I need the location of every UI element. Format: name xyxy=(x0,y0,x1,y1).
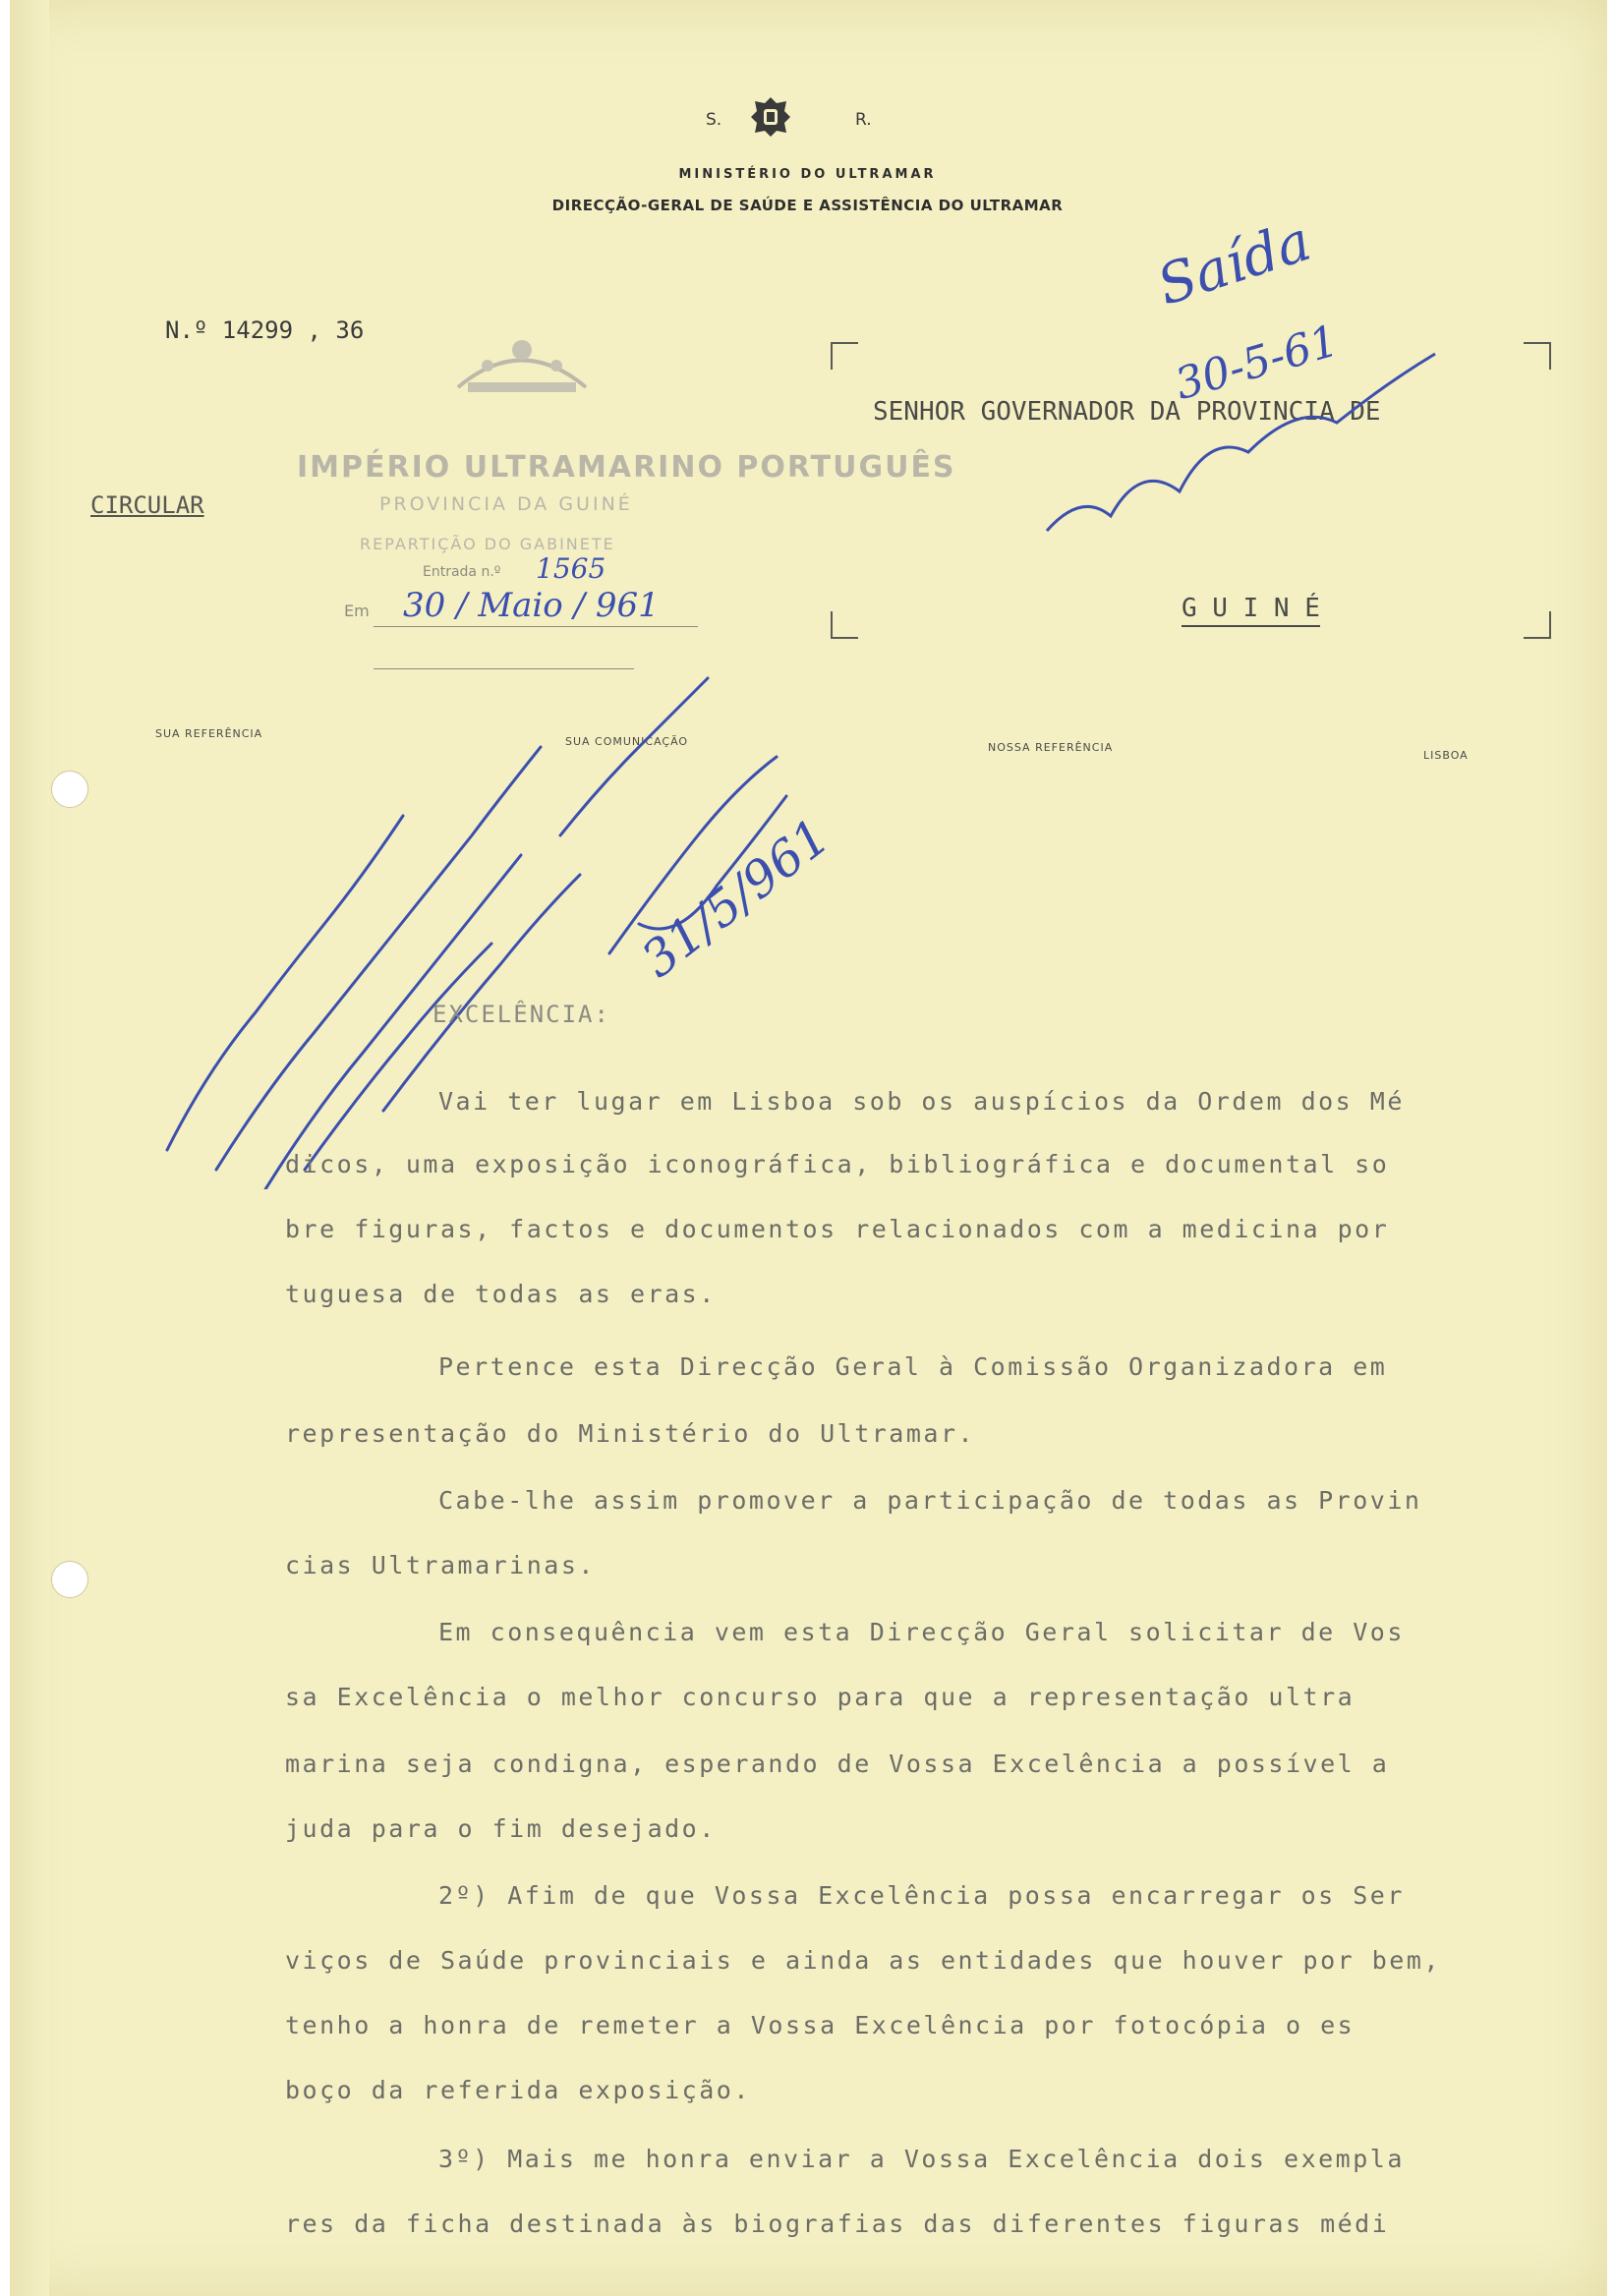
addressee-province: G U I N É xyxy=(1182,594,1320,627)
address-corner-bl xyxy=(831,611,858,639)
address-corner-tl xyxy=(831,342,858,370)
body-line: Em consequência vem esta Direcção Geral solicitar de Vos xyxy=(438,1618,1405,1646)
lisboa-label: LISBOA xyxy=(1423,749,1469,762)
handwritten-rubric xyxy=(1042,344,1455,560)
handwritten-date-note: 31/5/961 xyxy=(631,807,840,989)
salutation: EXCELÊNCIA: xyxy=(433,1001,610,1028)
letterhead-ministry: MINISTÉRIO DO ULTRAMAR xyxy=(678,167,937,182)
body-line: res da ficha destinada às biografias das diferentes figuras médi xyxy=(285,2210,1390,2238)
body-line: viços de Saúde provinciais e ainda as entidades que houver por bem, xyxy=(285,1946,1441,1975)
body-line: tenho a honra de remeter a Vossa Excelência por fotocópia o es xyxy=(285,2011,1355,2039)
body-line: Pertence esta Direcção Geral à Comissão Organizadora em xyxy=(438,1352,1388,1381)
sua-comunicacao-label: SUA COMUNICAÇÃO xyxy=(565,735,689,748)
reference-number: N.º 14299 , 36 xyxy=(165,316,365,344)
sua-referencia-label: SUA REFERÊNCIA xyxy=(155,727,263,740)
stamp-date-underline xyxy=(374,626,698,627)
stamp-entry-label: Entrada n.º xyxy=(423,564,501,580)
handwritten-saida-date: 30-5-61 xyxy=(1170,316,1345,411)
body-line: Vai ter lugar em Lisboa sob os auspícios da Ordem dos Mé xyxy=(438,1087,1405,1116)
body-line: boço da referida exposição. xyxy=(285,2076,751,2104)
punch-hole xyxy=(51,1561,88,1598)
body-line: 2º) Afim de que Vossa Excelência possa encarregar os Ser xyxy=(438,1881,1405,1910)
letterhead-r: R. xyxy=(855,110,872,130)
body-line: tuguesa de todas as eras. xyxy=(285,1280,717,1308)
stamp-province: PROVINCIA DA GUINÉ xyxy=(379,493,633,515)
body-line: representação do Ministério do Ultramar. xyxy=(285,1419,976,1448)
stamp-date: 30 / Maio / 961 xyxy=(403,586,660,625)
body-line: sa Excelência o melhor concurso para que a representação ultra xyxy=(285,1683,1355,1711)
body-line: juda para o fim desejado. xyxy=(285,1814,717,1843)
stamp-office: REPARTIÇÃO DO GABINETE xyxy=(360,535,615,553)
body-line: cias Ultramarinas. xyxy=(285,1551,596,1579)
addressee-line: SENHOR GOVERNADOR DA PROVINCIA DE xyxy=(873,397,1381,427)
address-corner-br xyxy=(1524,611,1551,639)
stamp-date-label: Em xyxy=(344,602,370,620)
body-line: Cabe-lhe assim promover a participação de todas as Provin xyxy=(438,1486,1422,1515)
stamp-title: IMPÉRIO ULTRAMARINO PORTUGUÊS xyxy=(297,450,956,485)
coat-of-arms-icon xyxy=(747,93,794,141)
address-corner-tr xyxy=(1524,342,1551,370)
handwritten-saida: Saída xyxy=(1150,208,1319,318)
stamp-crown-icon xyxy=(448,328,596,397)
punch-hole xyxy=(51,771,88,808)
body-line: bre figuras, factos e documentos relacionados com a medicina por xyxy=(285,1215,1390,1243)
circular-label: CIRCULAR xyxy=(90,491,204,519)
letterhead-directorate: DIRECÇÃO-GERAL DE SAÚDE E ASSISTÊNCIA DO ULTRAMAR xyxy=(551,197,1064,214)
body-line: dicos, uma exposição iconográfica, bibliográfica e documental so xyxy=(285,1150,1390,1178)
body-line: 3º) Mais me honra enviar a Vossa Excelência dois exempla xyxy=(438,2145,1405,2173)
nossa-referencia-label: NOSSA REFERÊNCIA xyxy=(988,741,1114,754)
body-line: marina seja condigna, esperando de Vossa Excelência a possível a xyxy=(285,1750,1390,1778)
stamp-entry-number: 1565 xyxy=(536,552,606,585)
letterhead-s: S. xyxy=(706,110,722,130)
paper-edge xyxy=(10,0,49,2296)
